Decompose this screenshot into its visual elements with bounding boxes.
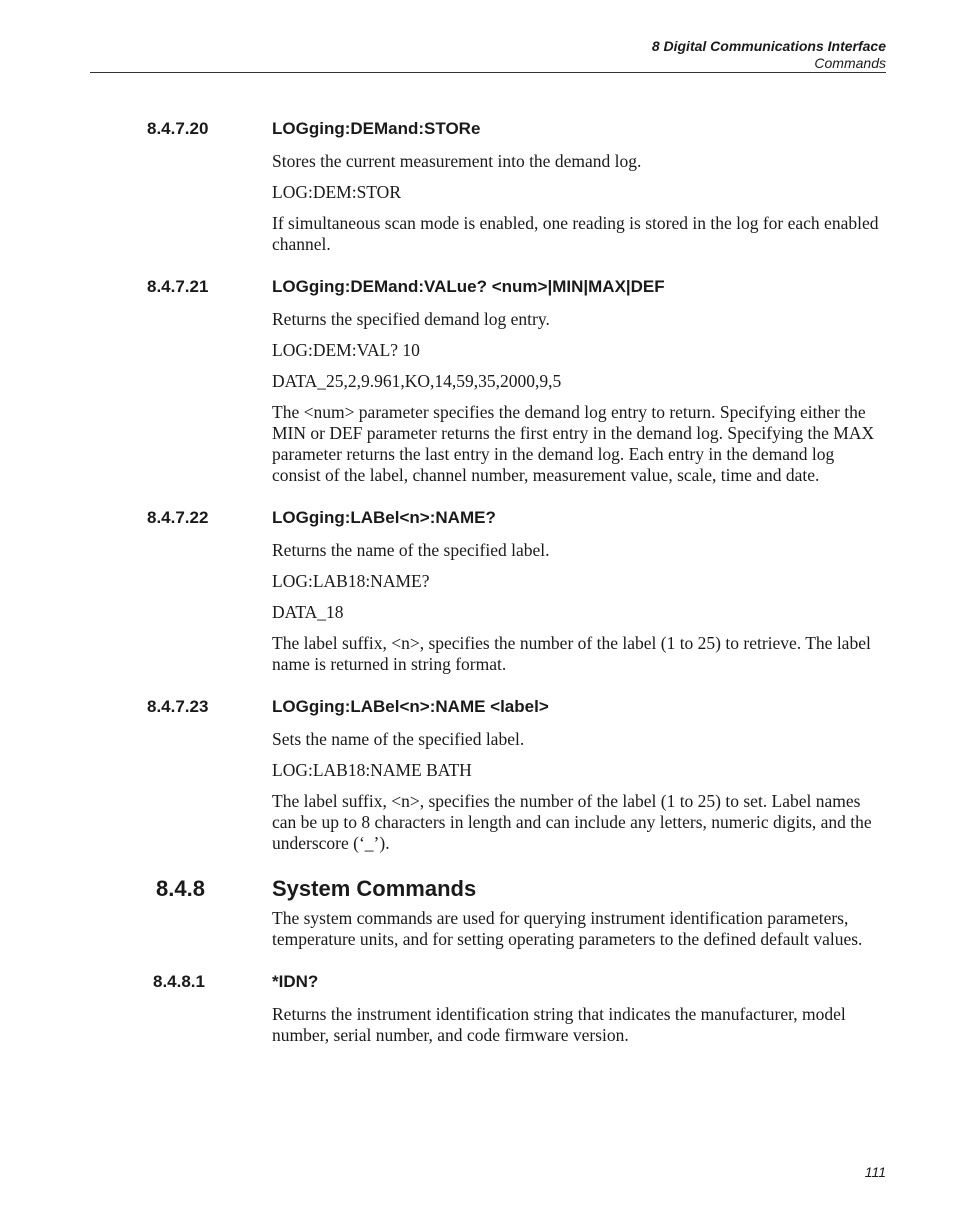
page-number: 111 (864, 1164, 886, 1180)
description: Sets the name of the specified label. (272, 729, 525, 749)
section-heading (0, 695, 954, 719)
command-example: LOG:LAB18:NAME BATH (272, 760, 472, 780)
response-example: DATA_18 (272, 602, 344, 622)
command-example: LOG:DEM:VAL? 10 (272, 340, 420, 360)
page-content (0, 117, 954, 1066)
section-8-4-7-21 (0, 275, 954, 486)
description: Returns the specified demand log entry. (272, 309, 550, 329)
response-example: DATA_25,2,9.961,KO,14,59,35,2000,9,5 (272, 371, 562, 391)
section-title: LOGging:LABel<n>:NAME <label> (272, 697, 549, 716)
section-8-4-7-20 (0, 117, 954, 255)
notes: If simultaneous scan mode is enabled, one reading is stored in the log for each enabled channel. (272, 213, 879, 254)
section-title: *IDN? (272, 972, 319, 991)
section-number: 8.4.8 (156, 876, 205, 901)
section-title: LOGging:LABel<n>:NAME? (272, 508, 496, 527)
section-title: LOGging:DEMand:STORe (272, 119, 481, 138)
section-body (272, 908, 884, 950)
header-rule (90, 72, 886, 73)
section-8-4-7-22 (0, 506, 954, 675)
description: Stores the current measurement into the demand log. (272, 151, 642, 171)
notes: The <num> parameter specifies the demand log entry to return. Specifying either the MIN or DEF parameter returns the first entry in the demand log. Specifying the MAX parameter returns the last entry in the demand log. Each entry in the demand log consist of the label, channel number, measurement value, scale, time and date. (272, 402, 875, 485)
section-8-4-8-1 (0, 970, 954, 1046)
section-body (272, 309, 884, 486)
notes: The label suffix, <n>, specifies the number of the label (1 to 25) to set. Label names can be up to 8 characters in length and can include any letters, numeric digits, and the underscore (‘_’). (272, 791, 872, 853)
section-number: 8.4.7.21 (147, 277, 209, 296)
section-8-4-7-23 (0, 695, 954, 854)
section-number: 8.4.7.20 (147, 119, 209, 138)
section-body (272, 540, 884, 675)
chapter-title: 8 Digital Communications Interface (651, 38, 886, 54)
section-8-4-8 (0, 874, 954, 950)
running-header (652, 38, 886, 72)
command-example: LOG:LAB18:NAME? (272, 571, 430, 591)
section-number: 8.4.7.22 (147, 508, 209, 527)
section-heading (0, 117, 954, 141)
section-body (272, 151, 884, 255)
description: Returns the instrument identification string that indicates the manufacturer, model number, serial number, and code firmware version. (272, 1004, 846, 1045)
description: Returns the name of the specified label. (272, 540, 550, 560)
section-body (272, 729, 884, 854)
section-number: 8.4.7.23 (147, 697, 209, 716)
notes: The label suffix, <n>, specifies the number of the label (1 to 25) to retrieve. The label name is returned in string format. (272, 633, 871, 674)
section-number: 8.4.8.1 (153, 972, 205, 991)
section-heading (0, 970, 954, 994)
section-heading (0, 874, 954, 904)
section-heading (0, 506, 954, 530)
section-name: Commands (814, 55, 886, 71)
description: The system commands are used for querying instrument identification parameters, temperature units, and for setting operating parameters to the defined default values. (272, 908, 863, 949)
section-heading (0, 275, 954, 299)
section-body (272, 1004, 884, 1046)
section-title: LOGging:DEMand:VALue? <num>|MIN|MAX|DEF (272, 277, 665, 296)
command-example: LOG:DEM:STOR (272, 182, 401, 202)
section-title: System Commands (272, 876, 477, 901)
